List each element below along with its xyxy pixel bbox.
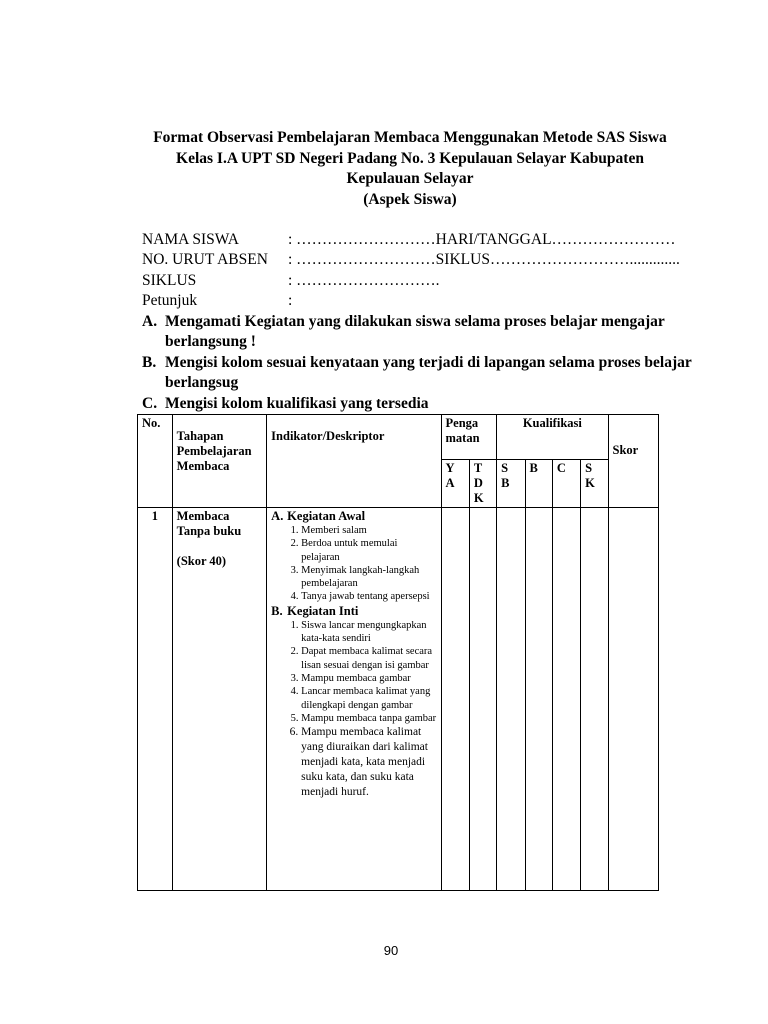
petunjuk-value: : bbox=[288, 292, 293, 309]
absen-value: : ………………………SIKLUS………………………............. bbox=[288, 251, 680, 268]
siklus-value: : ………………………. bbox=[288, 272, 440, 289]
list-item: 1. Memberi salam bbox=[301, 524, 436, 537]
section-a-letter: A. bbox=[271, 509, 284, 523]
instruction-text-cont: berlangsug bbox=[165, 374, 239, 391]
header-pengamatan: Penga matan bbox=[441, 415, 497, 460]
instruction-letter: B. bbox=[142, 354, 157, 371]
petunjuk-label: Petunjuk bbox=[142, 292, 198, 309]
list-item: 2. Dapat membaca kalimat secara lisan sesuai dengan isi gambar bbox=[301, 645, 436, 672]
instruction-text: Mengisi kolom kualifikasi yang tersedia bbox=[165, 395, 429, 412]
row-number: 1 bbox=[138, 508, 173, 891]
nama-value: : ………………………HARI/TANGGAL…………………… bbox=[288, 231, 676, 248]
observation-table bbox=[137, 414, 659, 891]
instruction-letter: C. bbox=[142, 395, 158, 412]
skor-note: (Skor 40) bbox=[176, 554, 227, 568]
header-sk bbox=[581, 460, 608, 508]
section-b-title: Kegiatan Inti bbox=[287, 603, 359, 618]
tahapan-line-2: Tanpa buku bbox=[176, 524, 242, 538]
header-ya-2: A bbox=[445, 476, 455, 490]
header-ya bbox=[441, 460, 469, 508]
header-skor: Skor bbox=[608, 415, 659, 508]
section-b-list bbox=[271, 619, 436, 800]
list-item: 2. Berdoa untuk memulai pelajaran bbox=[301, 537, 436, 564]
list-item: 3. Mampu membaca gambar bbox=[301, 672, 436, 685]
header-tdk-2: D bbox=[473, 476, 483, 490]
header-tdk-3: K bbox=[473, 491, 484, 505]
list-item: 6. Mampu membaca kalimat yang diuraikan dari kalimat menjadi kata, kata menjadi suku kata, dan suku kata menjadi huruf. bbox=[301, 725, 436, 800]
section-b-heading bbox=[271, 604, 436, 619]
nama-label: NAMA SISWA bbox=[142, 231, 239, 248]
header-tdk-1: T bbox=[473, 461, 483, 475]
title-line-3: Kepulauan Selayar bbox=[346, 170, 474, 187]
header-sb-2: B bbox=[501, 476, 510, 490]
header-sb-1: S bbox=[501, 461, 509, 475]
header-sb bbox=[497, 460, 525, 508]
cell-sb bbox=[497, 508, 525, 891]
instruction-letter: A. bbox=[142, 313, 158, 330]
page-number: 90 bbox=[383, 943, 399, 958]
header-sk-2: K bbox=[585, 476, 595, 490]
cell-tdk bbox=[469, 508, 496, 891]
header-b: B bbox=[525, 460, 552, 508]
header-no: No. bbox=[138, 415, 173, 508]
row-indikator bbox=[267, 508, 441, 891]
section-b-letter: B. bbox=[271, 603, 283, 618]
section-a-title: Kegiatan Awal bbox=[287, 509, 366, 523]
list-item: 4. Lancar membaca kalimat yang dilengkapi dengan gambar bbox=[301, 685, 436, 712]
title-line-2: Kelas I.A UPT SD Negeri Padang No. 3 Kepulauan Selayar Kabupaten bbox=[176, 149, 644, 167]
title-line-4: (Aspek Siswa) bbox=[363, 190, 457, 208]
tahapan-line-1: Membaca bbox=[176, 509, 230, 523]
document-title bbox=[0, 128, 768, 210]
header-tdk bbox=[469, 460, 496, 508]
header-kualifikasi: Kualifikasi bbox=[497, 415, 608, 460]
title-line-1: Format Observasi Pembelajaran Membaca Menggunakan Metode SAS Siswa bbox=[153, 129, 667, 146]
section-a-list bbox=[271, 524, 436, 604]
cell-sk bbox=[581, 508, 608, 891]
cell-b bbox=[525, 508, 552, 891]
siklus-label: SIKLUS bbox=[142, 272, 197, 289]
header-sk-1: S bbox=[585, 461, 593, 475]
instruction-text: Mengisi kolom sesuai kenyataan yang terjadi di lapangan selama proses belajar bbox=[165, 354, 692, 371]
list-item: 1. Siswa lancar mengungkapkan kata-kata sendiri bbox=[301, 619, 436, 646]
header-ya-1: Y bbox=[445, 461, 455, 475]
section-a-heading bbox=[271, 509, 436, 524]
instruction-text: Mengamati Kegiatan yang dilakukan siswa selama proses belajar mengajar bbox=[165, 313, 665, 330]
table-row bbox=[138, 508, 659, 891]
cell-skor bbox=[608, 508, 659, 891]
instruction-text-cont: berlangsung ! bbox=[165, 333, 256, 350]
row-tahapan bbox=[172, 508, 267, 891]
absen-label: NO. URUT ABSEN bbox=[142, 251, 268, 268]
header-indikator: Indikator/Deskriptor bbox=[267, 415, 441, 508]
list-item: 3. Menyimak langkah-langkah pembelajaran bbox=[301, 564, 436, 591]
header-c: C bbox=[552, 460, 580, 508]
list-item: 5. Mampu membaca tanpa gambar bbox=[301, 712, 436, 725]
cell-c bbox=[552, 508, 580, 891]
cell-ya bbox=[441, 508, 469, 891]
table-header-row bbox=[138, 415, 659, 460]
header-tahapan: Tahapan Pembelajaran Membaca bbox=[172, 415, 267, 508]
list-item: 4. Tanya jawab tentang apersepsi bbox=[301, 590, 436, 603]
